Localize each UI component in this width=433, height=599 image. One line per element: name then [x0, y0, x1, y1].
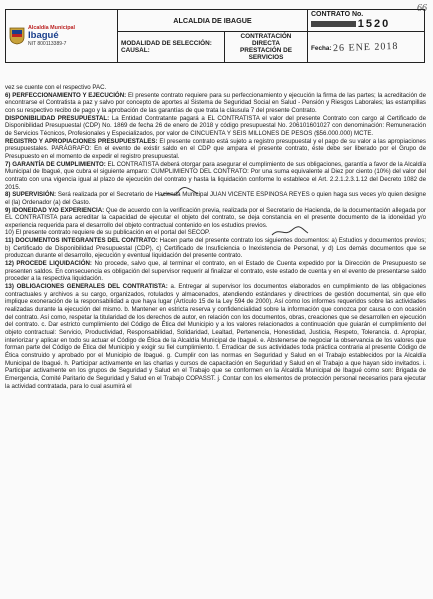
municipal-seal-icon [9, 27, 25, 45]
handwritten-signature [160, 186, 200, 200]
contract-number: 1520 [357, 18, 391, 30]
date-stamp: 26 ENE 2018 [333, 40, 400, 54]
handwritten-initials [270, 226, 310, 238]
modalidad-value-cell [225, 32, 308, 63]
contract-number-cell [308, 10, 425, 32]
causal-label: CAUSAL: [121, 47, 150, 54]
page-number: 66 [417, 3, 427, 14]
paragraph: 7) GARANTÍA DE CUMPLIMIENTO: EL CONTRATISTA deberá otorgar para asegurar el cumplimiento de sus obligaciones, garantía a favor de la Alcaldía Municipal de Ibagué, que cubra el siguiente amparo: CUMPLIMIENTO DEL CONTRATO: Por una suma equivalente al Diez por ciento (10%) del valor del contrato con una vigencia igual al plazo de ejecución del contrato y hasta la liquidación conforme lo establece el Art. 2.2.1.2.3.1.12 del Decreto 1082 de 2015. [5, 160, 426, 191]
logo-top-text: Alcaldía Municipal [28, 25, 76, 31]
contract-body [5, 84, 426, 390]
paragraph: 8) SUPERVISIÓN: Será realizada por el Secretario de Hacienda Municipal JUAN VICENTE ESPINOSA REYES o quien haga sus veces y/o quien designe el (la) Ordenador (a) del Gasto. [5, 191, 426, 206]
paragraph: 10) El presente contrato requiere de su publicación en el portal del SECOP. [5, 229, 211, 237]
paragraph: vez se cuente con el respectivo PAC. [5, 84, 107, 91]
modalidad-value: CONTRATACIÓN DIRECTA [240, 33, 292, 47]
logo-name: Ibagué [28, 30, 59, 41]
date-label: Fecha: [311, 44, 332, 52]
logo-cell [6, 10, 118, 63]
contract-header [5, 9, 425, 63]
contract-number-label: CONTRATO No. [311, 11, 364, 18]
paragraph: DISPONIBILIDAD PRESUPUESTAL: La Entidad Contratante pagará a EL CONTRATISTA el valor del presente Contrato con cargo al Certificado de Disponibilidad Presupuestal (CDP) No. 1869 de fecha 26 de enero de 2018 y código presupuestal No. 206101601027 con denominación: Remuneración de Servicios Técnicos, Profesionales y Especializados, por valor de CINCUENTA Y SEIS MILLONES DE PESOS ($56.000.000) MCTE. [5, 114, 426, 137]
paragraph: 13) OBLIGACIONES GENERALES DEL CONTRATISTA: a. Entregar al supervisor los documentos elaborados en cumplimiento de las obligaciones contractuales y archivos a su cargo, organizados, rotulados y almacenados, atendiendo estándares y directrices de gestión documental, sin que ello implique exoneración de la responsabilidad a que haya lugar (Artículo 15 de la Ley 594 de 2000). Así como los informes requeridos sobre las actividades realizadas durante la ejecución del mismo. b. Mantener en estricta reserva y confidencialidad sobre la información que conozca por causa o con ocasión del contrato. Así como, respetar la titularidad de los derechos de autor, en relación con los documentos, obras, creaciones que se desarrollen en ejecución del contrato. c. Dar estricto cumplimiento del Código de Ética del Municipio y a los valores relacionados a continuación que guiarán el cumplimiento del objeto contractual: Servicio, Productividad, Responsabilidad, Solidaridad, Lealtad, Pertenencia, Honestidad, Justicia, Respeto, Tolerancia. d. Apropiar, interiorizar y aplicar en todo su actuar el Código de Ética de la Alcaldía Municipal de Ibagué. e. Abstenerse de negociar la observancia de los valores que forman parte del Código de Ética del Municipio y exigir su fiel cumplimiento. f. Erradicar de sus actividades toda práctica contraria al presente Código de Ética construido y aprobado por el Municipio de Ibagué. g. Cumplir con las normas en Seguridad y Salud en el Trabajo establecidos por la Alcaldía Municipal de Ibagué. h. Participar activamente en las charlas y cursos de capacitación en Seguridad y Salud en el Trabajo a que hayan sido invitados. i. Participar activamente en los grupos de Seguridad y Salud en el Trabajo que se conformen en la Alcaldía Municipal de Ibagué como son: Brigada de Emergencia, Comité Paritario de Seguridad y Salud en el Trabajo COPASST. j. Contar con los elementos de protección personal necesarios para ejecutar la actividad contratada, para lo cual asumirá el [5, 283, 426, 390]
causal-value: PRESTACIÓN DE SERVICIOS [239, 47, 293, 61]
modalidad-label: MODALIDAD DE SELECCIÓN: [121, 40, 212, 47]
paragraph: REGISTRO Y APROPIACIONES PRESUPUESTALES: El presente contrato está sujeto a registro presupuestal y el pago de su valor a las apropiaciones presupuestales. PARÁGRAFO: En el evento de existir saldo en el CDP que ampara el presente contrato, éste debe ser liberado por el Grupo de Presupuesto en el momento de expedir el registro presupuestal. [5, 137, 427, 160]
paragraph: 6) PERFECCIONAMIENTO Y EJECUCIÓN: El presente contrato requiere para su perfeccionamiento y ejecución la firma de las partes; la acreditación de encontrarse el Contratista a paz y salvo por concepto de aportes al Sistema de Seguridad Social en Salud - Pensión y Riesgos Laborales; las estampillas con su respectivo recibo de pago y la aprobación de las garantías de que trata la cláusula 7 del presente Contrato. [5, 91, 426, 114]
entity-name: ALCALDIA DE IBAGUE [118, 10, 308, 32]
paragraph: 9) IDONEIDAD Y/O EXPERIENCIA: Que de acuerdo con la verificación previa, realizada por el Secretario de Hacienda, de la documentación allegada por EL CONTRATISTA para acreditar la capacidad de ejecutar el objeto del contrato, se deja constancia en el presente documento de la idoneidad y/o experiencia requerida para el desarrollo del objeto contractual contenido en los estudios previos. [5, 206, 426, 229]
paragraph: 12) PROCEDE LIQUIDACIÓN: No procede, salvo que, al terminar el contrato, en el Estado de Cuenta expedido por la Dirección de Presupuesto se presenten saldos. En consecuencia es obligación del supervisor requerir al finalizar el contrato, este estado de cuenta y en el evento de presentarse saldo proceder a la respectiva liquidación. [5, 260, 426, 283]
modalidad-label-cell [118, 32, 225, 63]
date-cell [308, 32, 425, 63]
paragraph: 11) DOCUMENTOS INTEGRANTES DEL CONTRATO: Hacen parte del presente contrato los siguientes documentos: a) Estudios y documentos previos; b) Certificado de Disponibilidad Presupuestal (CDP), c) Certificado de Insuficiencia o Inexistencia de Personal, y d) Los demás documentos que se produzcan durante el desarrollo, ejecución y eventual liquidación del presente contrato. [5, 237, 426, 260]
logo-nit: NIT 800113389-7 [28, 41, 67, 47]
